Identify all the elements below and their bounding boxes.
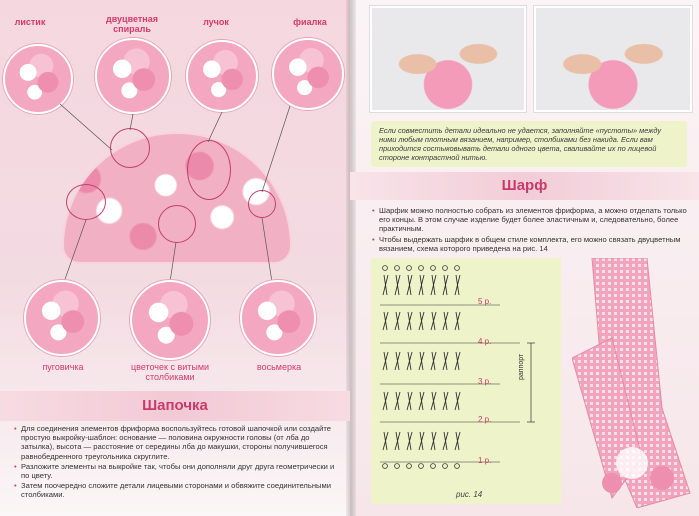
label-pugovichka: пуговичка xyxy=(42,362,84,372)
stitch-symbols xyxy=(383,275,460,450)
label-fialka: фиалка xyxy=(293,17,327,27)
label-luchok: лучок xyxy=(203,17,229,27)
label-tsvetochek: цветочек с витыми столбиками xyxy=(130,362,210,382)
tip-note: Если совместить детали идеально не удается, заполняйте «пустоты» между ними любым плотным вязанием, например, столбиками без накида. Если вам приходится состыковывать детали одного цвета, сваливайте их по лицевой стороне контрастной нитью. xyxy=(371,121,687,167)
row-label: 2 р. xyxy=(478,415,492,424)
row-label: 4 р. xyxy=(478,337,492,346)
rapport-bracket xyxy=(527,343,535,422)
chain-row xyxy=(383,464,460,469)
list-item: • Для соединения элементов фриформа воспользуйтесь готовой шапочкой или создайте простую выкройку-шаблон: основание — половина окружности головы (от лба до затылка), высота — расстояние от середины лба до макушки, стороны получившегося равнобедренного треугольника скруглите. xyxy=(14,424,336,461)
section-title-hat: Шапочка xyxy=(0,391,350,421)
list-item: • Чтобы выдержать шарфик в общем стиле комплекта, его можно связать двуцветным вязанием, схема которого приведена на рис. 14 xyxy=(372,235,690,253)
row-label: 3 р. xyxy=(478,377,492,386)
row-label: 1 р. xyxy=(478,456,492,465)
list-item: • Разложите элементы на выкройке так, чтобы они дополняли друг друга геометрически и по цвету. xyxy=(14,462,336,480)
rapport-label: раппорт xyxy=(518,353,525,380)
scarf-photo xyxy=(572,258,692,508)
figure-caption: рис. 14 xyxy=(456,490,483,499)
chain-row xyxy=(383,266,460,271)
list-item: • Шарфик можно полностью собрать из элементов фриформа, а можно отделать только его концы. В этом случае изделие будет более эластичным и, следовательно, более практичным. xyxy=(372,206,690,234)
label-vosmerka: восьмерка xyxy=(256,362,302,372)
list-item: • Затем поочередно сложите детали лицевыми сторонами и обвяжите соединительными столбиками. xyxy=(14,481,336,499)
label-spiral: двуцветная спираль xyxy=(106,14,158,34)
section-title-scarf: Шарф xyxy=(350,172,699,200)
row-lines xyxy=(380,305,520,462)
row-label: 5 р. xyxy=(478,297,492,306)
label-listik: листик xyxy=(14,17,46,27)
